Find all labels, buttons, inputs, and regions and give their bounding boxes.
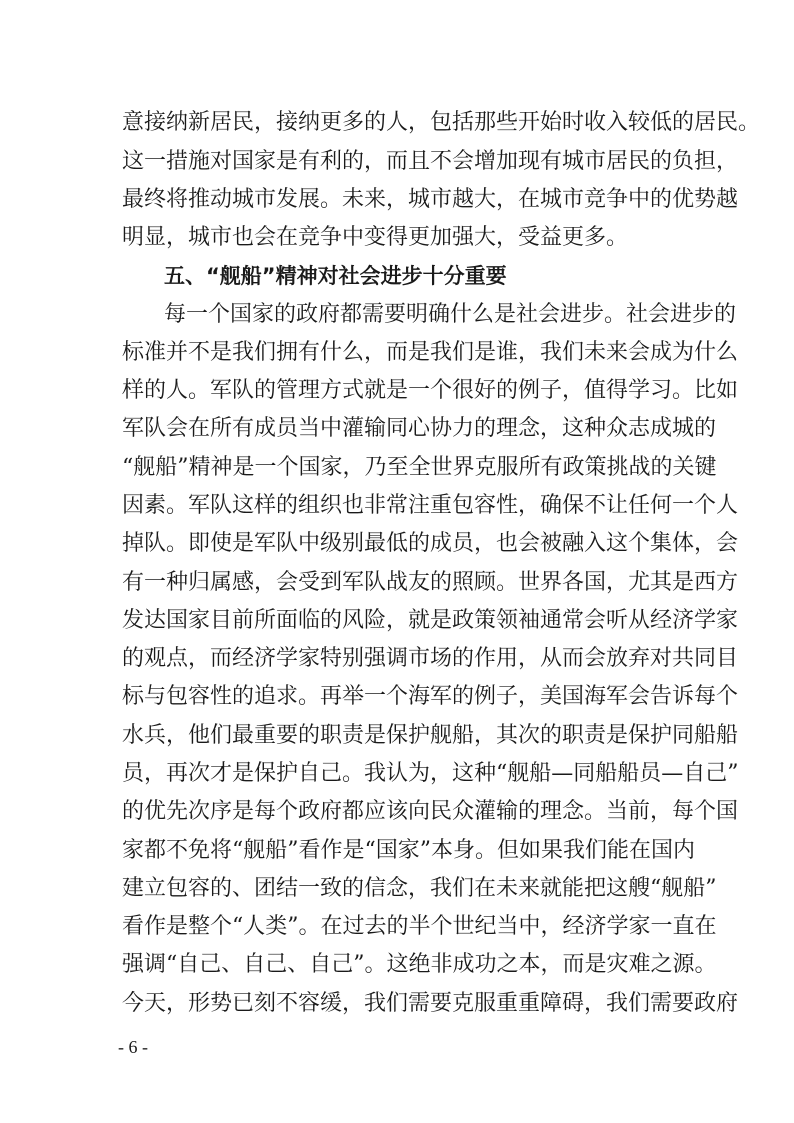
- body-text-line: 因素。军队这样的组织也非常注重包容性，确保不让任何一个人: [122, 493, 739, 518]
- body-text-line: 员，再次才是保护自己。我认为，这种“舰船—同船船员—自己”: [122, 761, 739, 786]
- body-text-line: 建立包容的、团结一致的信念，我们在未来就能把这艘“舰船”: [122, 876, 717, 901]
- page-number: - 6 -: [118, 1037, 148, 1057]
- body-text-line: 标与包容性的追求。再举一个海军的例子，美国海军会告诉每个: [122, 684, 739, 709]
- body-text-line: 看作是整个“人类”。在过去的半个世纪当中，经济学家一直在: [122, 914, 717, 939]
- section-heading: 五、“舰船”精神对社会进步十分重要: [164, 264, 507, 288]
- body-text-line: 掉队。即使是军队中级别最低的成员，也会被融入这个集体，会: [122, 531, 739, 556]
- body-text-line: 标准并不是我们拥有什么，而是我们是谁，我们未来会成为什么: [122, 340, 739, 365]
- body-text-line: 家都不免将“舰船”看作是“国家”本身。但如果我们能在国内: [122, 838, 695, 863]
- body-text-line: 强调“自己、自己、自己”。这绝非成功之本，而是灾难之源。: [122, 952, 717, 977]
- body-text-line: 有一种归属感，会受到军队战友的照顾。世界各国，尤其是西方: [122, 570, 739, 595]
- body-text-line: 明显，城市也会在竞争中变得更加强大，受益更多。: [122, 225, 629, 250]
- body-text-line: 意接纳新居民，接纳更多的人，包括那些开始时收入较低的居民。: [122, 110, 761, 135]
- body-text-line: 最终将推动城市发展。未来，城市越大，在城市竞争中的优势越: [122, 187, 739, 212]
- body-text-line: 今天，形势已刻不容缓，我们需要克服重重障碍，我们需要政府: [122, 991, 739, 1016]
- body-text-line: 发达国家目前所面临的风险，就是政策领袖通常会听从经济学家: [122, 608, 739, 633]
- body-text-line: 的优先次序是每个政府都应该向民众灌输的理念。当前，每个国: [122, 799, 739, 824]
- body-text-line: 的观点，而经济学家特别强调市场的作用，从而会放弃对共同目: [122, 646, 739, 671]
- body-text-line: 每一个国家的政府都需要明确什么是社会进步。社会进步的: [164, 302, 737, 327]
- body-text-line: 这一措施对国家是有利的，而且不会增加现有城市居民的负担，: [122, 149, 739, 174]
- body-text-line: 样的人。军队的管理方式就是一个很好的例子，值得学习。比如: [122, 378, 739, 403]
- body-text-line: 军队会在所有成员当中灌输同心协力的理念，这种众志成城的: [122, 416, 717, 441]
- body-text-line: “舰船”精神是一个国家，乃至全世界克服所有政策挑战的关键: [122, 455, 717, 480]
- body-text-line: 水兵，他们最重要的职责是保护舰船，其次的职责是保护同船船: [122, 723, 739, 748]
